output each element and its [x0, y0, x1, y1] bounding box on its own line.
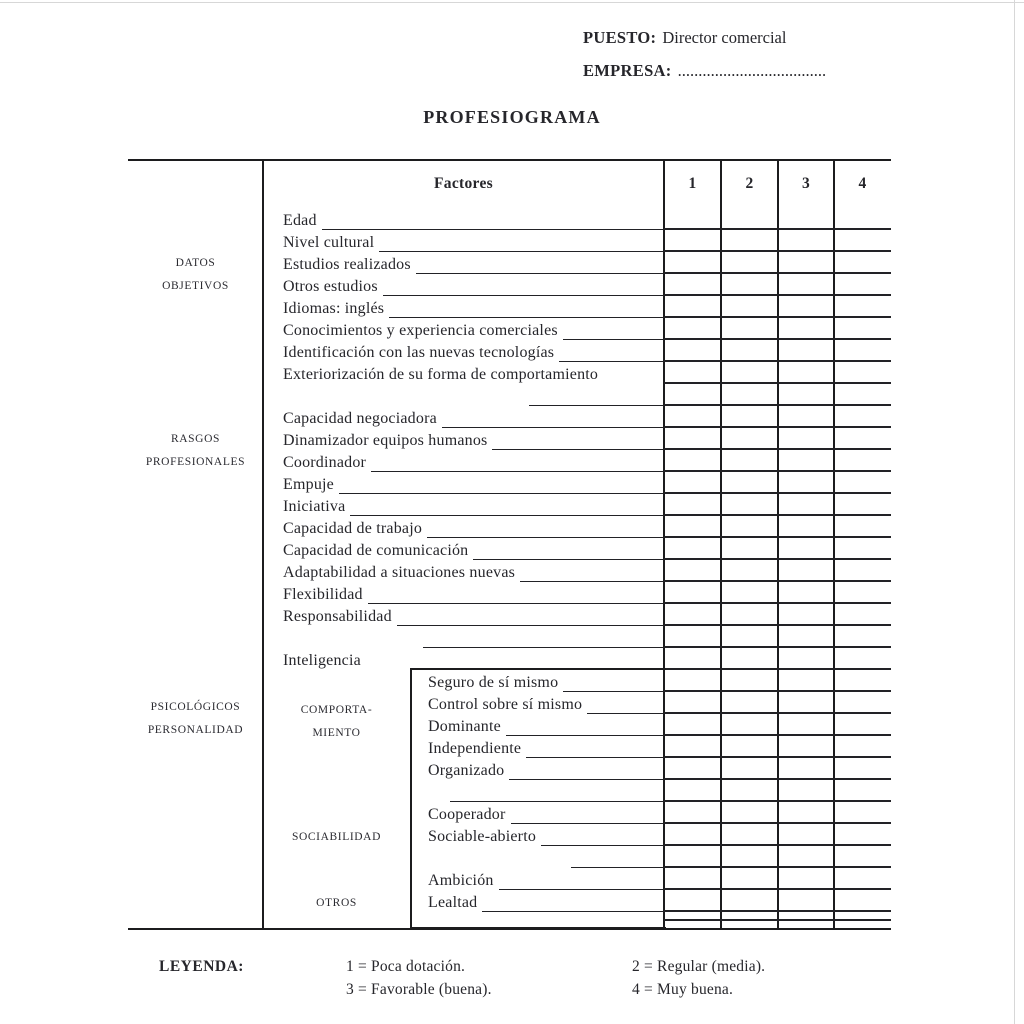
subcategory-line: SOCIABILIDAD [292, 831, 381, 843]
legend-item-3: 3 = Favorable (buena). [346, 981, 492, 998]
grid-row-line [664, 514, 891, 516]
factor-label: Dominante [428, 717, 501, 735]
legend-label: LEYENDA: [159, 958, 244, 975]
factor-label: Control sobre sí mismo [428, 695, 583, 713]
factor-label: Nivel cultural [283, 233, 375, 251]
rating-column-header-3: 3 [801, 175, 811, 192]
factor-label: Capacidad negociadora [283, 409, 437, 427]
grid-row-line [664, 778, 891, 780]
factor-row [283, 364, 665, 384]
subcategory-line: MIENTO [312, 726, 361, 739]
factor-underline [423, 647, 665, 648]
grid-row-line [664, 919, 891, 921]
rating-column-header-4: 4 [858, 175, 867, 192]
factor-row [283, 496, 665, 516]
grid-row-line [664, 228, 891, 230]
grid-row-line [664, 712, 891, 714]
grid-row-line [664, 250, 891, 252]
factor-label: Lealtad [428, 893, 478, 911]
factor-row [283, 276, 665, 296]
grid-row-line [664, 426, 891, 428]
grid-row-line [664, 492, 891, 494]
factor-underline [499, 889, 665, 890]
factor-label: Capacidad de trabajo [283, 519, 423, 537]
legend-item-1: 1 = Poca dotación. [346, 958, 466, 975]
factor-underline [492, 449, 665, 450]
factor-underline [371, 471, 665, 472]
factor-underline [379, 251, 665, 252]
factor-label: Identificación con las nuevas tecnologías [283, 343, 555, 361]
factor-underline [383, 295, 665, 296]
factor-underline [427, 537, 665, 538]
grid-row-line [664, 602, 891, 604]
grid-row-line [664, 404, 891, 406]
factor-underline [571, 867, 665, 868]
factor-row [283, 298, 665, 318]
subcategory-line: OTROS [316, 897, 357, 909]
factor-label: Responsabilidad [283, 607, 392, 625]
factor-label: Inteligencia [283, 651, 361, 669]
grid-row-line [664, 624, 891, 626]
factor-underline [520, 581, 665, 582]
rating-column-divider [833, 159, 835, 930]
grid-row-line [664, 470, 891, 472]
factor-label: Otros estudios [283, 277, 378, 295]
grid-row-line [664, 272, 891, 274]
rating-column-divider [720, 159, 722, 930]
category-column-divider [262, 159, 264, 930]
factor-row [283, 320, 665, 340]
factor-underline [509, 779, 665, 780]
factor-label: Adaptabilidad a situaciones nuevas [283, 563, 516, 581]
grid-row-line [664, 866, 891, 868]
factor-row [428, 716, 665, 736]
factor-underline [482, 911, 665, 912]
factor-underline [473, 559, 665, 560]
factor-underline [416, 273, 665, 274]
page-title: PROFESIOGRAMA [423, 107, 601, 127]
subcategory-line: COMPORTA- [300, 704, 373, 716]
factor-underline [506, 735, 665, 736]
factor-row [283, 606, 665, 626]
factor-row [428, 694, 665, 714]
factor-label: Capacidad de comunicación [283, 541, 469, 559]
factor-row [283, 584, 665, 604]
factor-row [428, 826, 665, 846]
legend-item-4: 4 = Muy buena. [632, 981, 734, 998]
factor-underline [322, 229, 665, 230]
puesto-value: Director comercial [662, 28, 787, 47]
grid-row-line [664, 448, 891, 450]
factor-label: Ambición [428, 871, 494, 889]
subcategory-label-otros [263, 892, 410, 915]
factor-underline [541, 845, 665, 846]
factor-row [283, 518, 665, 538]
factor-row [428, 892, 665, 912]
rating-column-divider [777, 159, 779, 930]
factor-label: Idiomas: inglés [283, 299, 385, 317]
grid-row-line [664, 580, 891, 582]
factor-underline [529, 405, 665, 406]
factor-row [428, 870, 665, 890]
grid-row-line [664, 360, 891, 362]
empresa-value: .................................... [677, 61, 827, 80]
factor-underline [563, 691, 665, 692]
grid-row-line [664, 756, 891, 758]
factor-row [428, 672, 665, 692]
factor-underline [368, 603, 665, 604]
factor-underline [587, 713, 665, 714]
factor-row [283, 254, 665, 274]
grid-row-line [664, 910, 891, 912]
factor-underline [339, 493, 665, 494]
grid-row-line [664, 888, 891, 890]
category-line: PROFESIONALES [145, 455, 246, 468]
puesto-label: PUESTO: [583, 28, 657, 47]
blank-row [571, 848, 665, 868]
category-line: RASGOS [171, 433, 220, 445]
category-line: DATOS [175, 257, 216, 269]
grid-row-line [664, 646, 891, 648]
factor-row [283, 650, 665, 670]
factor-label: Estudios realizados [283, 255, 411, 273]
blank-row [423, 628, 665, 648]
blank-row [529, 386, 665, 406]
grid-row-line [664, 822, 891, 824]
grid-row-line [664, 294, 891, 296]
factor-row [283, 430, 665, 450]
grid-row-line [664, 558, 891, 560]
factor-label: Iniciativa [283, 497, 346, 515]
blank-row [450, 782, 665, 802]
grid-row-line [664, 382, 891, 384]
factor-label: Conocimientos y experiencia comerciales [283, 321, 558, 339]
factor-label: Organizado [428, 761, 505, 779]
factor-row [283, 562, 665, 582]
factor-row [428, 804, 665, 824]
grid-row-line [664, 800, 891, 802]
factor-label: Empuje [283, 475, 334, 493]
category-label-datos-objetivos [128, 252, 263, 297]
factor-label: Coordinador [283, 453, 367, 471]
rating-column-header-1: 1 [688, 175, 697, 192]
rating-column-header-2: 2 [745, 175, 754, 192]
factor-row [428, 738, 665, 758]
factor-underline [350, 515, 665, 516]
factor-row [283, 210, 665, 230]
grid-row-line [664, 844, 891, 846]
category-label-psicologicos-personalidad [128, 696, 263, 741]
factor-row [283, 408, 665, 428]
factor-label: Sociable-abierto [428, 827, 537, 845]
category-line: PSICOLÓGICOS [150, 701, 241, 713]
factor-underline [389, 317, 665, 318]
grid-row-line [664, 690, 891, 692]
grid-row-line [664, 734, 891, 736]
grid-row-line [664, 668, 891, 670]
category-line: OBJETIVOS [162, 279, 229, 292]
factor-row [283, 342, 665, 362]
category-label-rasgos-profesionales [128, 428, 263, 473]
factor-label: Seguro de sí mismo [428, 673, 559, 691]
subcategory-label-comportamiento [263, 699, 410, 744]
factor-label: Exteriorización de su forma de comportamiento [283, 365, 599, 383]
factor-underline [450, 801, 665, 802]
factor-underline [559, 361, 665, 362]
factor-label: Dinamizador equipos humanos [283, 431, 488, 449]
factor-row [283, 232, 665, 252]
grid-row-line [664, 316, 891, 318]
empresa-label: EMPRESA: [583, 61, 672, 80]
factor-underline [511, 823, 665, 824]
factor-underline [563, 339, 665, 340]
factor-row [283, 474, 665, 494]
factores-header: Factores [434, 175, 493, 192]
factor-underline [397, 625, 665, 626]
factor-label: Edad [283, 211, 317, 229]
factor-underline [442, 427, 665, 428]
factor-row [283, 540, 665, 560]
legend-item-2: 2 = Regular (media). [632, 958, 766, 975]
factor-row [283, 452, 665, 472]
category-line: PERSONALIDAD [147, 723, 244, 736]
grid-row-line [664, 536, 891, 538]
subcategory-label-sociabilidad [263, 826, 410, 849]
factor-row [428, 760, 665, 780]
factor-label: Independiente [428, 739, 522, 757]
factor-underline [526, 757, 665, 758]
factor-label: Flexibilidad [283, 585, 363, 603]
grid-row-line [664, 338, 891, 340]
factor-label: Cooperador [428, 805, 506, 823]
